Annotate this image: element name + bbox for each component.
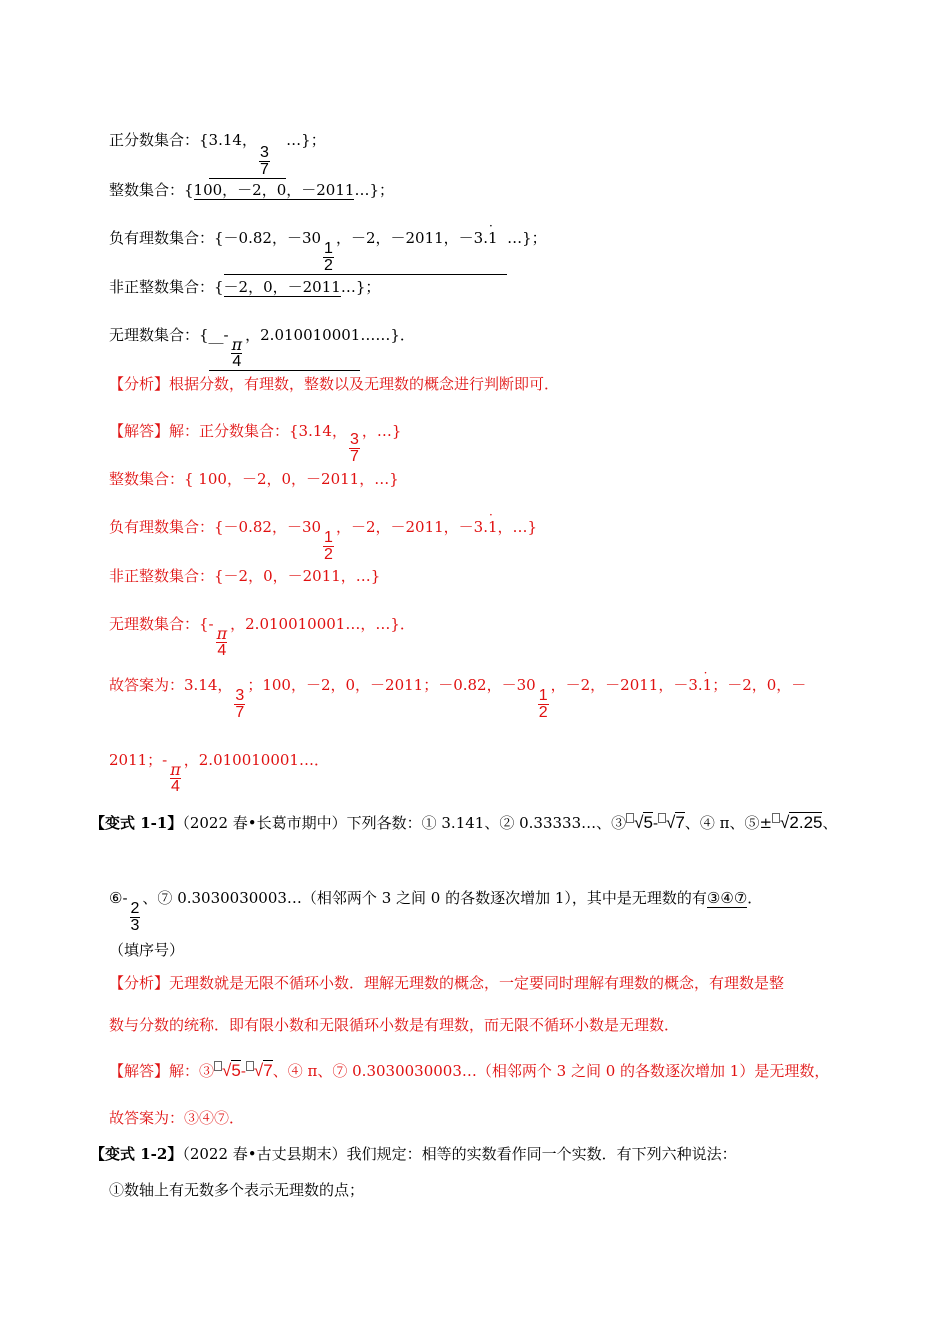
set-label: 负有理数集合：{ xyxy=(109,229,224,247)
set-tail: …}； xyxy=(354,181,394,199)
variant-source: （2022 春•长葛市期中） xyxy=(182,814,347,832)
set-tail: ……}． xyxy=(360,326,415,344)
set-content: __- $\frac{\pi}{4}$ ，2.010010001 xyxy=(208,326,361,370)
variant-1-1-fill: （填序号） xyxy=(109,941,185,959)
analysis-tag: 【分析】 xyxy=(109,375,170,393)
variant-1-1-analysis-1: 【分析】无理数就是无限不循环小数．理解无理数的概念，一定要同时理解有理数的概念，有理数是整 xyxy=(109,974,785,992)
cube-root: √5 xyxy=(214,1061,241,1080)
fraction: $\frac{1}{2}$ xyxy=(538,687,548,721)
set-non-positive-integers xyxy=(109,277,380,297)
repeating-digit: · 1 xyxy=(703,675,713,695)
set-content: －2，0，－2011 xyxy=(223,278,341,296)
fraction: $\frac{1}{2}$ xyxy=(324,529,333,563)
set-tail: …}； xyxy=(286,131,326,149)
analysis-tag: 【分析】 xyxy=(109,974,170,992)
variant-tag: 【变式 1-1】 xyxy=(90,814,183,832)
set-label: 非正整数集合：{ xyxy=(109,278,224,296)
set-content: 100，－2，0，－2011 xyxy=(193,181,355,199)
set-label: 整数集合：{ xyxy=(109,181,194,199)
fraction: $\frac{\pi}{4}$ xyxy=(231,335,243,370)
set-tail: …}； xyxy=(507,229,547,247)
variant-1-1-line2: ⑥- $\frac{2}{3}$ 、⑦ 0.3030030003…（相邻两个 3 之间 0 的各数逐次增加 1），其中是无理数的有③④⑦． xyxy=(109,889,763,934)
answer1-line1: 【解答】解：正分数集合：{3.14， $\frac{3}{7}$ ，…} xyxy=(109,422,402,465)
fraction: $\frac{3}{7}$ xyxy=(235,687,245,721)
variant-tag: 【变式 1-2】 xyxy=(90,1145,183,1163)
answer1-final-cont: 2011；- $\frac{\pi}{4}$ ，2.010010001…． xyxy=(109,751,329,795)
variant-1-2-line1: 【变式 1-2】（2022 春•古丈县期末）我们规定：相等的实数看作同一个实数．有下列六种说法： xyxy=(90,1145,737,1163)
set-tail: …}； xyxy=(340,278,381,296)
set-content: 3.14， $\frac{3}{7}$ xyxy=(209,131,287,179)
repeating-digit: · 1 xyxy=(488,517,498,537)
fraction: $\frac{3}{7}$ xyxy=(349,431,359,465)
cube-root: √5 xyxy=(626,813,653,832)
fraction: $\frac{1}{2}$ xyxy=(324,240,333,274)
variant-source: （2022 春•古丈县期末） xyxy=(182,1145,347,1163)
repeating-digit: · 1 xyxy=(488,229,498,247)
set-positive-fractions xyxy=(109,130,326,179)
answer-tag: 【解答】 xyxy=(109,422,170,440)
variant-1-2-item1: ①数轴上有无数多个表示无理数的点； xyxy=(109,1181,365,1199)
cube-root: √2.25 xyxy=(772,813,822,832)
analysis-1 xyxy=(109,374,559,394)
variant-1-1-analysis-2: 数与分数的统称．即有限小数和无限循环小数是有理数，而无限不循环小数是无理数． xyxy=(109,1016,680,1034)
variant-1-1-line1: 【变式 1-1】（2022 春•长葛市期中）下列各数：① 3.141、② 0.33333…、③ √5- √7、④ π、⑤± √2.25、 xyxy=(90,813,838,832)
set-content: －0.82，－30 $\frac{1}{2}$ ，－2，－2011，－3.· 1 xyxy=(224,229,508,275)
variant-1-1-solution: 【解答】解：③ √5- √7、④ π、⑦ 0.3030030003…（相邻两个 3 之间 0 的各数逐次增加 1）是无理数， xyxy=(109,1061,830,1080)
answer1-line3: 负有理数集合：{－0.82，－30 $\frac{1}{2}$ ，－2，－2011，－3.· 1，…} xyxy=(109,517,537,563)
answer1-final: 故答案为：3.14， $\frac{3}{7}$ ；100，－2，0，－2011；－0.82，－30 $\frac{1}{2}$ ，－2，－2011，－3.· 1；－2，0，－ xyxy=(109,675,806,721)
set-label: 无理数集合：{ xyxy=(109,326,209,344)
cube-root: √7 xyxy=(658,813,685,832)
fraction: $\frac{\pi}{4}$ xyxy=(216,624,228,659)
set-irrationals xyxy=(109,325,415,371)
set-label: 正分数集合：{ xyxy=(109,131,209,149)
fraction: $\frac{3}{7}$ xyxy=(259,144,269,178)
fraction: $\frac{2}{3}$ xyxy=(130,900,140,934)
cube-root: √7 xyxy=(246,1061,273,1080)
analysis-text: 根据分数，有理数，整数以及无理数的概念进行判断即可． xyxy=(169,375,560,393)
set-integers xyxy=(109,180,394,200)
set-negative-rationals xyxy=(109,228,547,275)
variant-1-1-final: 故答案为：③④⑦． xyxy=(109,1109,245,1127)
fraction: $\frac{\pi}{4}$ xyxy=(170,760,181,795)
solution-tag: 【解答】 xyxy=(109,1062,170,1080)
answer1-line5: 无理数集合：{- $\frac{\pi}{4}$ ，2.010010001…，…}． xyxy=(109,615,415,659)
answer1-line4: 非正整数集合：{－2，0，－2011，…} xyxy=(109,567,381,585)
blank-answer: ③④⑦ xyxy=(706,889,748,907)
answer1-line2: 整数集合：{ 100，－2，0，－2011，…} xyxy=(109,470,399,488)
